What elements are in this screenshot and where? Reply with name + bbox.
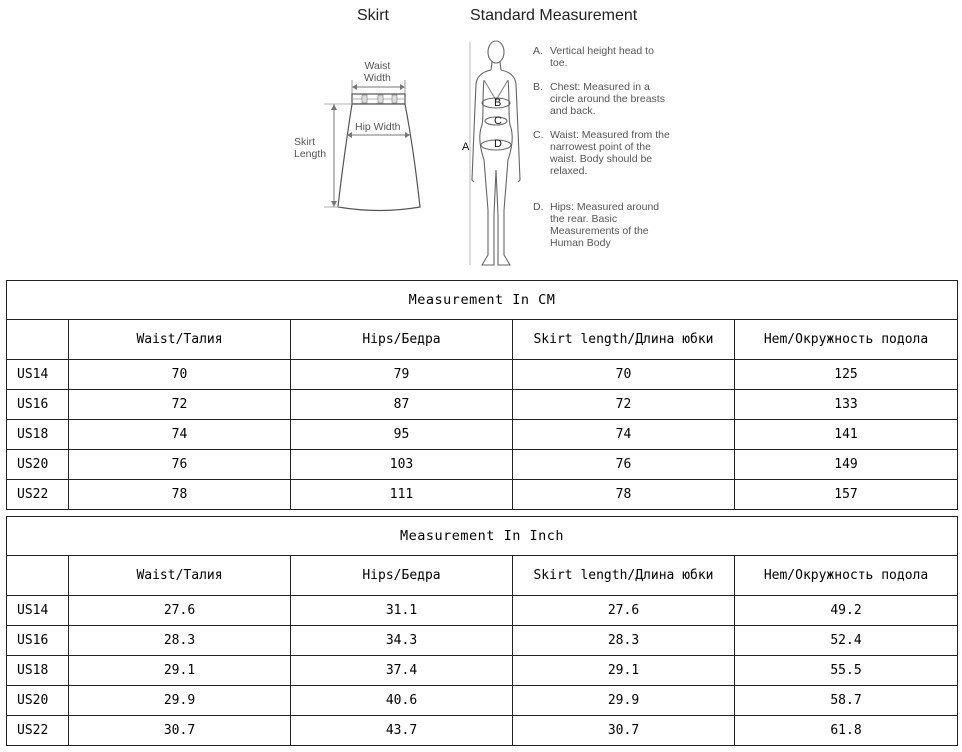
table-row [7,716,958,746]
header-size [7,556,69,596]
size-cell: US22 [7,480,69,510]
waist-width-label: Waist Width [364,60,391,84]
header-hips: Hips/Бедра [291,320,513,360]
human-figure [470,41,520,265]
size-cell: US20 [7,686,69,716]
length-cell: 74 [513,420,735,450]
figure-letter-a: A [462,141,470,153]
note-key: C. [533,129,544,141]
size-cell: US18 [7,656,69,686]
table-row [7,360,958,390]
table-row [7,390,958,420]
waist-cell: 29.1 [69,656,291,686]
size-cell: US14 [7,596,69,626]
header-hips: Hips/Бедра [291,556,513,596]
size-cell: US22 [7,716,69,746]
hem-cell: 133 [735,390,958,420]
hem-cell: 149 [735,450,958,480]
hip-width-label: Hip Width [355,121,401,133]
note-c [533,129,670,177]
hips-cell: 37.4 [291,656,513,686]
header-waist: Waist/Талия [69,320,291,360]
hips-cell: 43.7 [291,716,513,746]
waist-cell: 72 [69,390,291,420]
hem-cell: 141 [735,420,958,450]
waist-cell: 74 [69,420,291,450]
hips-cell: 111 [291,480,513,510]
note-key: A. [533,45,543,57]
hips-cell: 79 [291,360,513,390]
note-a [533,45,670,69]
note-text: Hips: Measured around the rear. Basic Measurements of the Human Body [550,201,660,249]
length-cell: 27.6 [513,596,735,626]
skirt-illustration [0,0,962,278]
table-row [7,686,958,716]
length-cell: 76 [513,450,735,480]
table-title: Measurement In CM [7,281,958,320]
length-cell: 28.3 [513,626,735,656]
note-text: Waist: Measured from the narrowest point of the waist. Body should be relaxed. [550,129,670,177]
note-text: Chest: Measured in a circle around the breasts and back. [550,81,665,117]
note-key: B. [533,81,543,93]
hem-cell: 157 [735,480,958,510]
length-cell: 29.1 [513,656,735,686]
length-cell: 29.9 [513,686,735,716]
header-hem: Hem/Окружность подола [735,320,958,360]
figure-letter-c: C [494,115,502,127]
hips-cell: 87 [291,390,513,420]
size-cell: US18 [7,420,69,450]
size-table-inch [6,516,958,746]
waist-cell: 28.3 [69,626,291,656]
figure-letter-b: B [494,97,502,109]
size-table-cm [6,280,958,510]
table-row [7,480,958,510]
hem-cell: 55.5 [735,656,958,686]
note-key: D. [533,201,544,213]
length-cell: 70 [513,360,735,390]
hem-cell: 61.8 [735,716,958,746]
skirt-length-label: Skirt Length [294,136,327,160]
hem-cell: 58.7 [735,686,958,716]
waist-cell: 29.9 [69,686,291,716]
hips-cell: 34.3 [291,626,513,656]
waist-cell: 78 [69,480,291,510]
length-cell: 78 [513,480,735,510]
header-skirt-length: Skirt length/Длина юбки [513,320,735,360]
hem-cell: 49.2 [735,596,958,626]
size-cell: US20 [7,450,69,480]
note-d [533,201,670,249]
waist-cell: 27.6 [69,596,291,626]
waist-cell: 70 [69,360,291,390]
table-row [7,450,958,480]
standard-measurement-title: Standard Measurement [470,7,638,24]
table-row [7,656,958,686]
header-hem: Hem/Окружность подола [735,556,958,596]
size-cell: US16 [7,390,69,420]
hips-cell: 103 [291,450,513,480]
note-b [533,81,670,117]
hips-cell: 31.1 [291,596,513,626]
header-size [7,320,69,360]
figure-letter-d: D [494,138,502,150]
hips-cell: 95 [291,420,513,450]
table-row [7,596,958,626]
table-title: Measurement In Inch [7,517,958,556]
table-row [7,420,958,450]
hem-cell: 125 [735,360,958,390]
waist-cell: 76 [69,450,291,480]
hips-cell: 40.6 [291,686,513,716]
skirt-title: Skirt [357,7,389,24]
hem-cell: 52.4 [735,626,958,656]
size-cell: US14 [7,360,69,390]
note-text: Vertical height head to toe. [550,45,654,69]
header-skirt-length: Skirt length/Длина юбки [513,556,735,596]
header-waist: Waist/Талия [69,556,291,596]
length-cell: 72 [513,390,735,420]
measurement-diagram [0,0,962,278]
size-cell: US16 [7,626,69,656]
table-row [7,626,958,656]
length-cell: 30.7 [513,716,735,746]
waist-cell: 30.7 [69,716,291,746]
